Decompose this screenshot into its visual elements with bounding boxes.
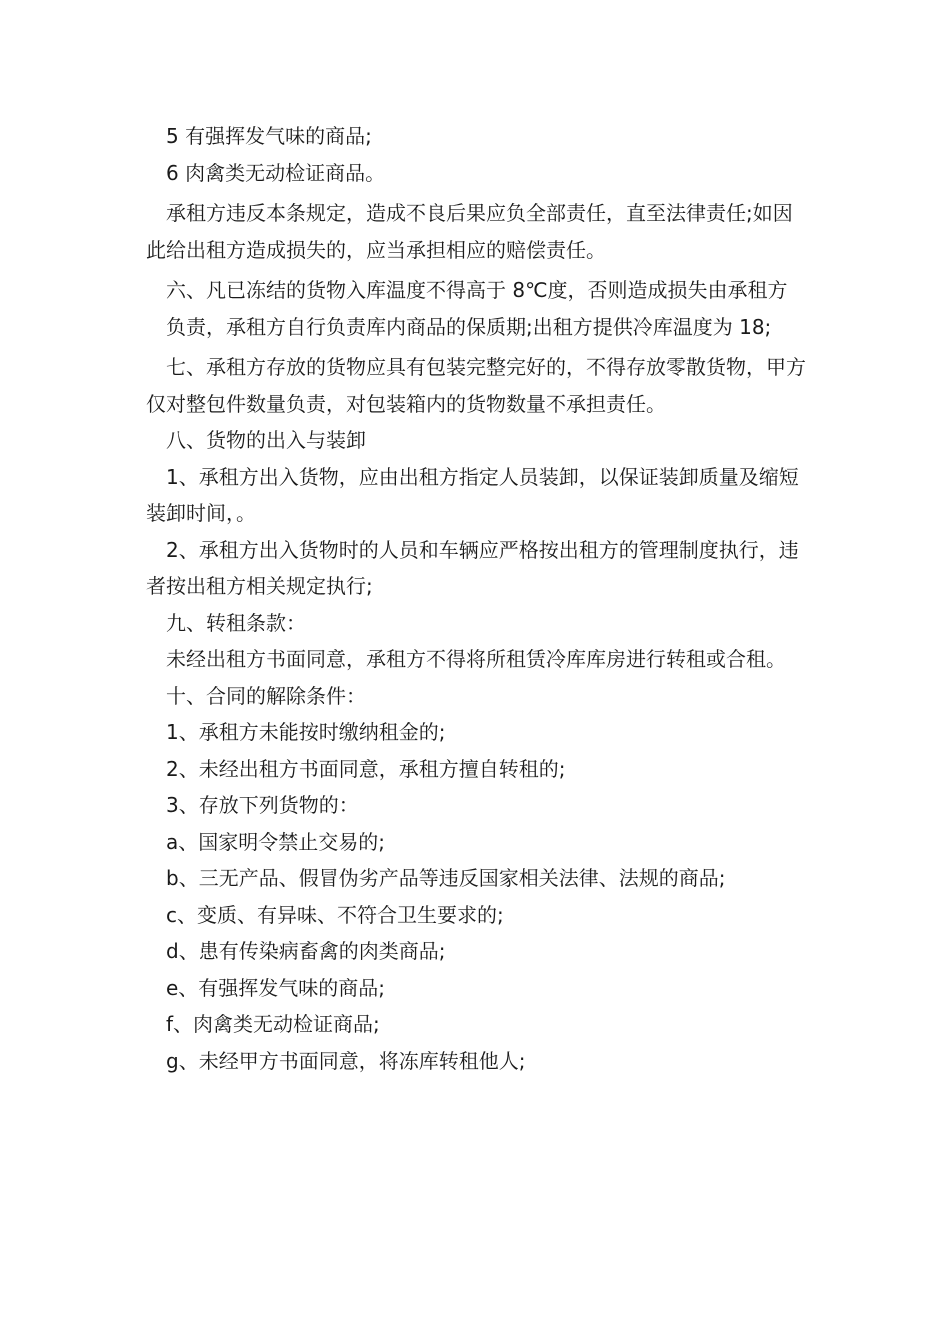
- document-body: [146, 118, 810, 1079]
- paragraph: 5 有强挥发气味的商品;: [166, 124, 372, 148]
- list-item: e、有强挥发气味的商品;: [166, 975, 386, 1000]
- list-item: 1、承租方未能按时缴纳租金的;: [166, 720, 446, 744]
- list-item: b、三无产品、假冒伪劣产品等违反国家相关法律、法规的商品;: [166, 866, 726, 890]
- list-item: f、肉禽类无动检证商品;: [166, 1012, 380, 1036]
- list-item: 2、未经出租方书面同意，承租方擅自转租的;: [166, 756, 566, 781]
- list-item: a、国家明令禁止交易的;: [166, 829, 385, 854]
- paragraph: 负责，承租方自行负责库内商品的保质期;出租方提供冷库温度为 18;: [166, 314, 772, 339]
- paragraph: 七、承租方存放的货物应具有包装完整完好的，不得存放零散货物，甲方仅对整包件数量负责，对包装箱内的货物数量不承担责任。: [146, 355, 806, 416]
- section-heading: 八、货物的出入与装卸: [166, 428, 366, 452]
- list-item: 3、存放下列货物的：: [166, 793, 359, 817]
- section-heading: 十、合同的解除条件：: [166, 683, 366, 708]
- paragraph: 6 肉禽类无动检证商品。: [166, 160, 386, 185]
- list-item: d、患有传染病畜禽的肉类商品;: [166, 939, 446, 963]
- section-heading: 九、转租条款：: [166, 610, 306, 635]
- paragraph: 1、承租方出入货物，应由出租方指定人员装卸，以保证装卸质量及缩短装卸时间，。: [146, 464, 799, 525]
- paragraph: 承租方违反本条规定，造成不良后果应负全部责任，直至法律责任;如因此给出租方造成损失的，应当承担相应的赔偿责任。: [146, 201, 793, 262]
- paragraph: 六、凡已冻结的货物入库温度不得高于 8℃度，否则造成损失由承租方: [166, 278, 788, 302]
- list-item: c、变质、有异味、不符合卫生要求的;: [166, 902, 504, 927]
- paragraph: 未经出租方书面同意，承租方不得将所租赁冷库库房进行转租或合租。: [166, 647, 786, 671]
- paragraph: 2、承租方出入货物时的人员和车辆应严格按出租方的管理制度执行，违者按出租方相关规定执行;: [146, 537, 799, 598]
- list-item: g、未经甲方书面同意，将冻库转租他人;: [166, 1048, 526, 1073]
